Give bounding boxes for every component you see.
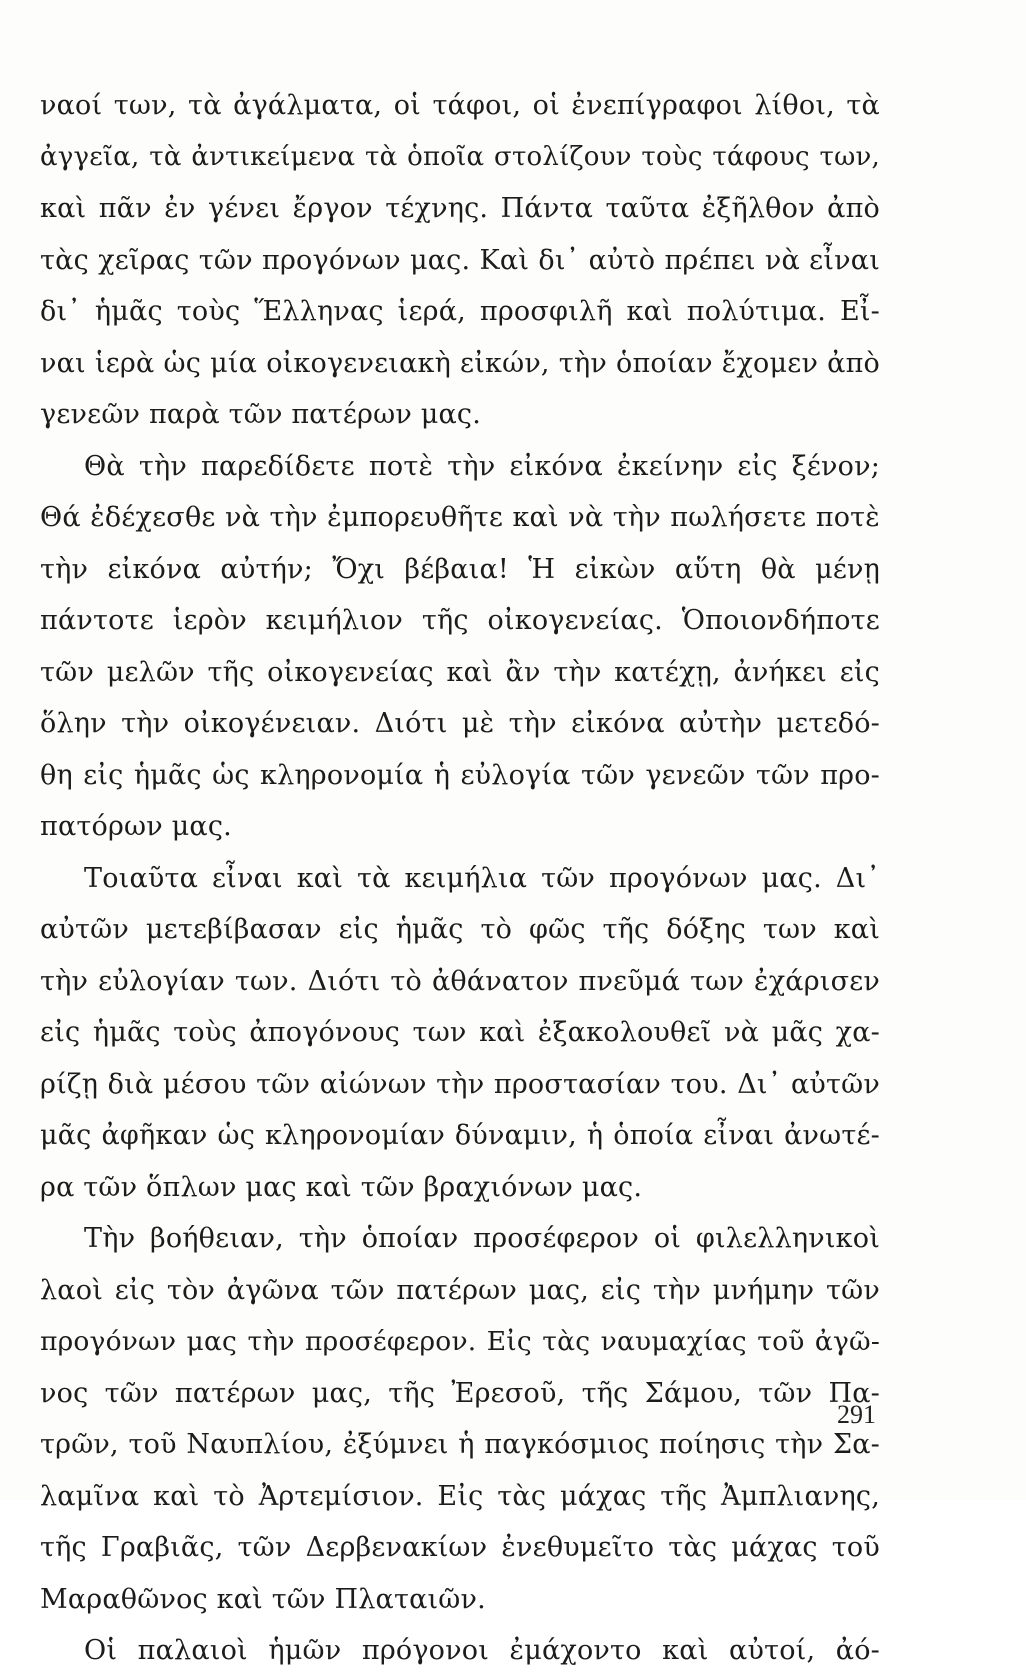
text-line: ρίζῃ διὰ μέσου τῶν αἰώνων τὴν προστασίαν του. Δι᾽ αὐτῶν — [40, 1068, 880, 1100]
text-line: μᾶς ἀφῆκαν ὡς κληρονομίαν δύναμιν, ἡ ὁποία εἶναι ἀνωτέ- — [40, 1120, 880, 1151]
text-line: τῶν μελῶν τῆς οἰκογενείας καὶ ἂν τὴν κατέχῃ, ἀνήκει εἰς — [40, 656, 880, 688]
text-line: γενεῶν παρὰ τῶν πατέρων μας. — [40, 399, 482, 430]
text-line: ἀγγεῖα, τὰ ἀντικείμενα τὰ ὁποῖα στολίζουν τοὺς τάφους των, — [40, 141, 880, 172]
text-line: Τὴν βοήθειαν, τὴν ὁποίαν προσέφερον οἱ φιλελληνικοὶ — [84, 1223, 880, 1254]
page-number: 291 — [837, 1400, 876, 1429]
text-line: θη εἰς ἡμᾶς ὡς κληρονομία ἡ εὐλογία τῶν γενεῶν τῶν προ- — [40, 759, 880, 791]
text-line: εἰς ἡμᾶς τοὺς ἀπογόνους των καὶ ἐξακολουθεῖ νὰ μᾶς χα- — [40, 1017, 880, 1048]
text-line: Μαραθῶνος καὶ τῶν Πλαταιῶν. — [40, 1583, 486, 1615]
text-line: Τοιαῦτα εἶναι καὶ τὰ κειμήλια τῶν προγόνων μας. Δι᾽ — [84, 862, 880, 894]
text-line: τὰς χεῖρας τῶν προγόνων μας. Καὶ δι᾽ αὐτὸ πρέπει νὰ εἶναι — [40, 244, 880, 276]
text-line: προγόνων μας τὴν προσέφερον. Εἰς τὰς ναυμαχίας τοῦ ἀγῶ- — [40, 1326, 880, 1357]
text-line: Θὰ τὴν παρεδίδετε ποτὲ τὴν εἰκόνα ἐκείνην εἰς ξένον; — [84, 450, 880, 482]
text-line: λαοὶ εἰς τὸν ἀγῶνα τῶν πατέρων μας, εἰς τὴν μνήμην τῶν — [40, 1274, 880, 1306]
text-line: ναι ἱερὰ ὡς μία οἰκογενειακὴ εἰκών, τὴν ὁποίαν ἔχομεν ἀπὸ — [40, 347, 880, 379]
text-line: ναοί των, τὰ ἀγάλματα, οἱ τάφοι, οἱ ἐνεπίγραφοι λίθοι, τὰ — [40, 90, 880, 121]
body-text — [40, 80, 880, 1677]
text-line: τῆς Γραβιᾶς, τῶν Δερβενακίων ἐνεθυμεῖτο τὰς μάχας τοῦ — [40, 1532, 880, 1563]
text-line: λαμῖνα καὶ τὸ Ἀρτεμίσιον. Εἰς τὰς μάχας τῆς Ἀμπλιανης, — [40, 1480, 880, 1512]
text-line: τὴν εὐλογίαν των. Διότι τὸ ἀθάνατον πνεῦμά των ἐχάρισεν — [40, 965, 880, 997]
text-line: αὐτῶν μετεβίβασαν εἰς ἡμᾶς τὸ φῶς τῆς δόξης των καὶ — [40, 914, 880, 945]
text-line: δι᾽ ἡμᾶς τοὺς Ἕλληνας ἱερά, προσφιλῆ καὶ πολύτιμα. Εἶ- — [40, 296, 880, 327]
text-line: πατόρων μας. — [40, 811, 232, 842]
text-line: τρῶν, τοῦ Ναυπλίου, ἐξύμνει ἡ παγκόσμιος ποίησις τὴν Σα- — [40, 1429, 880, 1460]
text-line: τὴν εἰκόνα αὐτήν; Ὄχι βέβαια! Ἡ εἰκὼν αὕτη θὰ μένῃ — [40, 553, 880, 585]
text-line: νος τῶν πατέρων μας, τῆς Ἐρεσοῦ, τῆς Σάμου, τῶν Πα- — [40, 1377, 880, 1409]
text-line: Οἱ παλαιοὶ ἡμῶν πρόγονοι ἐμάχοντο καὶ αὐτοί, ἀό- — [84, 1635, 880, 1666]
text-line: ρα τῶν ὅπλων μας καὶ τῶν βραχιόνων μας. — [40, 1171, 643, 1203]
text-line: Θά ἐδέχεσθε νὰ τὴν ἐμπορευθῆτε καὶ νὰ τὴν πωλήσετε ποτὲ — [40, 502, 880, 533]
text-line: πάντοτε ἱερὸν κειμήλιον τῆς οἰκογενείας. Ὁποιονδήποτε — [40, 605, 880, 636]
text-line: καὶ πᾶν ἐν γένει ἔργον τέχνης. Πάντα ταῦτα ἐξῆλθον ἀπὸ — [40, 193, 880, 224]
text-line: ὅλην τὴν οἰκογένειαν. Διότι μὲ τὴν εἰκόνα αὐτὴν μετεδό- — [40, 708, 880, 739]
